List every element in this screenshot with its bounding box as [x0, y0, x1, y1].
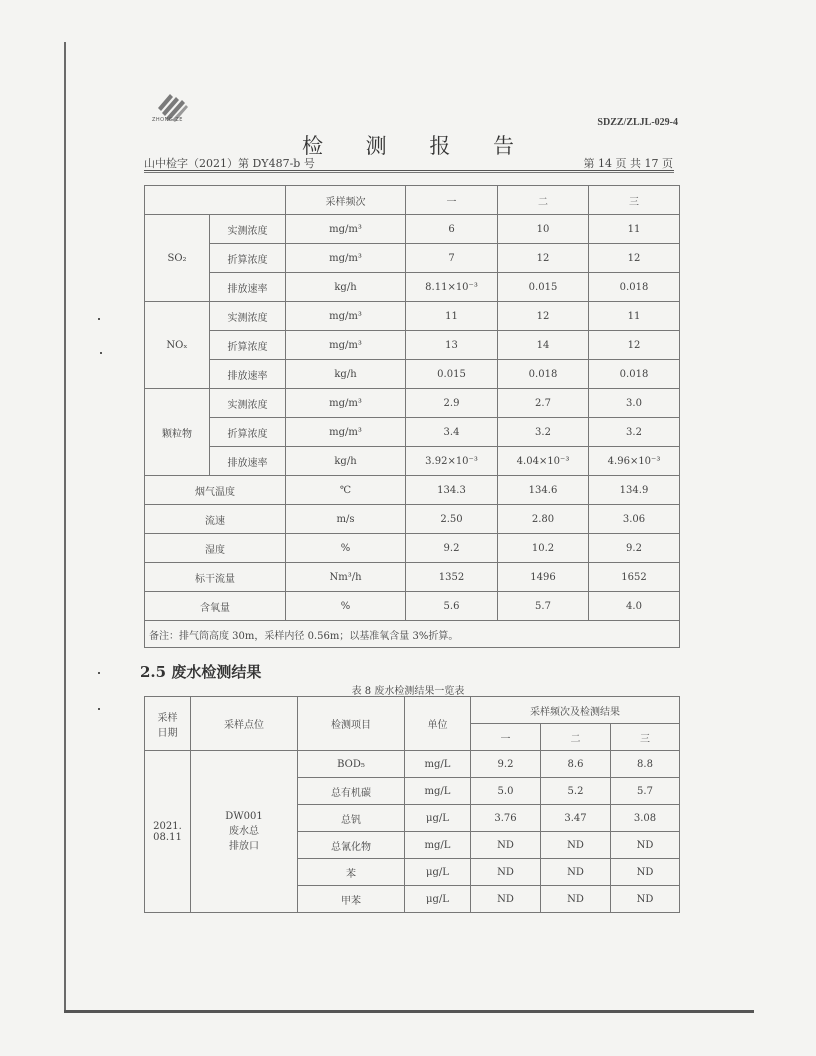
value-third: 12 [589, 244, 680, 273]
value-second: 3.2 [498, 418, 589, 447]
table-row [145, 476, 680, 505]
value-third: 134.9 [589, 476, 680, 505]
document-code: SDZZ/ZLJL-029-4 [597, 117, 678, 128]
value-second: 0.015 [498, 273, 589, 302]
value-third: 3.2 [589, 418, 680, 447]
value-third: 0.018 [589, 360, 680, 389]
value-second: 1496 [498, 563, 589, 592]
parameter-name: 折算浓度 [210, 418, 286, 447]
value-second: 4.04×10⁻³ [498, 447, 589, 476]
table-header-blank [145, 186, 286, 215]
unit-cell: mg/m³ [286, 302, 406, 331]
value-first: ND [471, 859, 541, 886]
unit-cell: kg/h [286, 360, 406, 389]
value-first: 7 [406, 244, 498, 273]
value-second: 12 [498, 244, 589, 273]
sampling-point: DW001 废水总 排放口 [191, 751, 298, 913]
table-row [145, 302, 680, 331]
value-second: ND [541, 859, 611, 886]
table-row [145, 534, 680, 563]
value-second: 0.018 [498, 360, 589, 389]
unit-cell: ℃ [286, 476, 406, 505]
value-third: 4.96×10⁻³ [589, 447, 680, 476]
value-first: ND [471, 832, 541, 859]
value-third: 3.08 [611, 805, 680, 832]
report-title: 检 测 报 告 [301, 134, 533, 158]
parameter-name: 湿度 [145, 534, 286, 563]
value-first: 3.4 [406, 418, 498, 447]
section-title: 2.5 废水检测结果 [140, 663, 262, 681]
unit-cell: % [286, 534, 406, 563]
wastewater-table [144, 696, 680, 913]
table-row [145, 505, 680, 534]
value-first: 6 [406, 215, 498, 244]
scan-speck [98, 318, 100, 320]
unit-cell: mg/m³ [286, 418, 406, 447]
value-third: 1652 [589, 563, 680, 592]
value-third: ND [611, 886, 680, 913]
value-second: 14 [498, 331, 589, 360]
value-first: 2.50 [406, 505, 498, 534]
test-item: BOD₅ [298, 751, 405, 778]
parameter-name: 排放速率 [210, 360, 286, 389]
test-item: 苯 [298, 859, 405, 886]
logo-text: ZHONG ZE [152, 117, 183, 123]
table-note-row [145, 621, 680, 648]
value-first: 5.0 [471, 778, 541, 805]
value-third: ND [611, 859, 680, 886]
test-item: 甲苯 [298, 886, 405, 913]
scan-speck [98, 672, 100, 674]
value-second: ND [541, 886, 611, 913]
column-header-second: 二 [541, 724, 611, 751]
pollutant-name: NOₓ [145, 302, 210, 389]
value-first: 3.92×10⁻³ [406, 447, 498, 476]
table-row [145, 418, 680, 447]
column-header-third: 三 [589, 186, 680, 215]
table-row [145, 751, 680, 778]
unit-cell: μg/L [405, 805, 471, 832]
column-header-frequency: 采样频次 [286, 186, 406, 215]
value-first: 0.015 [406, 360, 498, 389]
pollutant-name: 颗粒物 [145, 389, 210, 476]
table-row [145, 360, 680, 389]
unit-cell: mg/L [405, 778, 471, 805]
table-row [145, 244, 680, 273]
unit-cell: kg/h [286, 273, 406, 302]
value-third: ND [611, 832, 680, 859]
unit-cell: kg/h [286, 447, 406, 476]
value-first: 9.2 [406, 534, 498, 563]
value-second: 12 [498, 302, 589, 331]
test-item: 总有机碳 [298, 778, 405, 805]
parameter-name: 实测浓度 [210, 215, 286, 244]
column-header-first: 一 [471, 724, 541, 751]
table-row [145, 331, 680, 360]
value-second: 2.80 [498, 505, 589, 534]
gas-emission-table [144, 185, 680, 648]
value-first: 8.11×10⁻³ [406, 273, 498, 302]
value-first: 3.76 [471, 805, 541, 832]
unit-cell: Nm³/h [286, 563, 406, 592]
scan-edge-left [64, 42, 66, 1012]
scan-edge-bottom [64, 1010, 754, 1013]
value-third: 11 [589, 302, 680, 331]
value-third: 3.0 [589, 389, 680, 418]
value-second: 5.2 [541, 778, 611, 805]
pollutant-name: SO₂ [145, 215, 210, 302]
column-header-point: 采样点位 [191, 697, 298, 751]
value-second: 134.6 [498, 476, 589, 505]
table-row [145, 563, 680, 592]
table-caption: 表 8 废水检测结果一览表 [351, 686, 465, 697]
unit-cell: mg/m³ [286, 389, 406, 418]
company-logo [150, 88, 194, 130]
unit-cell: mg/m³ [286, 215, 406, 244]
value-second: 8.6 [541, 751, 611, 778]
unit-cell: mg/L [405, 832, 471, 859]
value-second: ND [541, 832, 611, 859]
value-first: 5.6 [406, 592, 498, 621]
parameter-name: 折算浓度 [210, 331, 286, 360]
value-first: ND [471, 886, 541, 913]
value-third: 9.2 [589, 534, 680, 563]
value-first: 134.3 [406, 476, 498, 505]
value-second: 10 [498, 215, 589, 244]
test-item: 总氰化物 [298, 832, 405, 859]
table-header-row [145, 697, 680, 724]
table-note: 备注：排气筒高度 30m，采样内径 0.56m；以基准氧含量 3%折算。 [145, 621, 680, 648]
sampling-date: 2021. 08.11 [145, 751, 191, 913]
table-row [145, 447, 680, 476]
page-number: 第 14 页 共 17 页 [583, 157, 673, 170]
column-header-item: 检测项目 [298, 697, 405, 751]
parameter-name: 折算浓度 [210, 244, 286, 273]
parameter-name: 烟气温度 [145, 476, 286, 505]
value-third: 3.06 [589, 505, 680, 534]
unit-cell: mg/L [405, 751, 471, 778]
header-rule [144, 172, 674, 173]
test-item: 总钒 [298, 805, 405, 832]
column-header-third: 三 [611, 724, 680, 751]
scan-speck [100, 352, 102, 354]
table-row [145, 273, 680, 302]
column-header-unit: 单位 [405, 697, 471, 751]
parameter-name: 排放速率 [210, 273, 286, 302]
parameter-name: 含氧量 [145, 592, 286, 621]
unit-cell: mg/m³ [286, 244, 406, 273]
value-first: 13 [406, 331, 498, 360]
value-first: 9.2 [471, 751, 541, 778]
parameter-name: 流速 [145, 505, 286, 534]
value-second: 2.7 [498, 389, 589, 418]
column-header-first: 一 [406, 186, 498, 215]
value-second: 3.47 [541, 805, 611, 832]
unit-cell: % [286, 592, 406, 621]
value-first: 11 [406, 302, 498, 331]
unit-cell: μg/L [405, 886, 471, 913]
value-first: 2.9 [406, 389, 498, 418]
scan-speck [98, 708, 100, 710]
parameter-name: 标干流量 [145, 563, 286, 592]
unit-cell: μg/L [405, 859, 471, 886]
column-header-date: 采样 日期 [145, 697, 191, 751]
header-rule [144, 170, 674, 171]
unit-cell: mg/m³ [286, 331, 406, 360]
table-row [145, 389, 680, 418]
table-row [145, 592, 680, 621]
table-row [145, 215, 680, 244]
report-number: 山中检字（2021）第 DY487-b 号 [144, 157, 315, 170]
value-third: 5.7 [611, 778, 680, 805]
parameter-name: 实测浓度 [210, 302, 286, 331]
column-header-results: 采样频次及检测结果 [471, 697, 680, 724]
value-third: 0.018 [589, 273, 680, 302]
value-second: 10.2 [498, 534, 589, 563]
value-third: 12 [589, 331, 680, 360]
value-second: 5.7 [498, 592, 589, 621]
parameter-name: 实测浓度 [210, 389, 286, 418]
value-first: 1352 [406, 563, 498, 592]
parameter-name: 排放速率 [210, 447, 286, 476]
column-header-second: 二 [498, 186, 589, 215]
value-third: 8.8 [611, 751, 680, 778]
value-third: 11 [589, 215, 680, 244]
value-third: 4.0 [589, 592, 680, 621]
unit-cell: m/s [286, 505, 406, 534]
table-header-row [145, 186, 680, 215]
